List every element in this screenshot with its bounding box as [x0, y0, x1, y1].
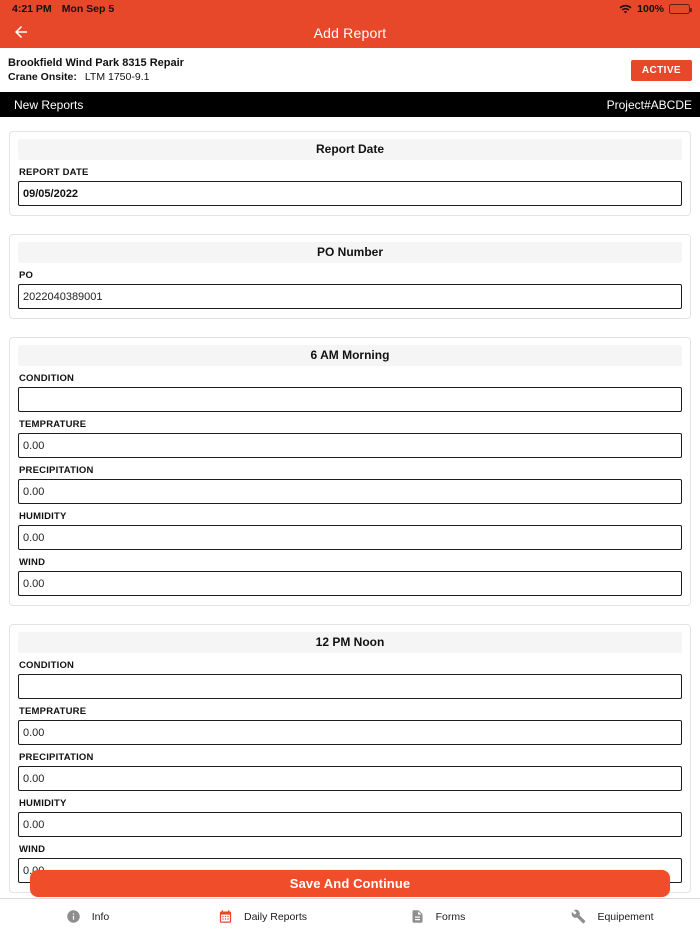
field-input[interactable]: [18, 766, 682, 791]
wifi-icon: [619, 4, 632, 14]
form-field: [18, 752, 682, 791]
battery-percentage: 100%: [637, 3, 664, 15]
field-label: CONDITION: [19, 373, 75, 384]
subnav-left-title: New Reports: [14, 97, 84, 112]
field-label: WIND: [19, 557, 46, 568]
field-input[interactable]: [18, 571, 682, 596]
status-badge[interactable]: ACTIVE: [631, 60, 692, 81]
field-input[interactable]: [18, 479, 682, 504]
field-input[interactable]: [18, 720, 682, 745]
section-title: Report Date: [18, 139, 682, 160]
tab-equipement[interactable]: [525, 899, 700, 934]
form-section-card: [9, 624, 691, 893]
document-icon: [410, 909, 425, 924]
form-field: [18, 511, 682, 550]
nav-header: [0, 18, 700, 48]
form-field: [18, 270, 682, 309]
form-section-card: [9, 234, 691, 319]
field-input[interactable]: [18, 284, 682, 309]
field-input[interactable]: [18, 674, 682, 699]
info-icon: [66, 909, 81, 924]
tab-forms[interactable]: [350, 899, 525, 934]
bottom-tab-bar: [0, 898, 700, 934]
field-label: PRECIPITATION: [19, 752, 94, 763]
sub-nav-bar: [0, 92, 700, 117]
page-title: Add Report: [313, 25, 387, 41]
crane-onsite: [8, 71, 184, 83]
field-label: PRECIPITATION: [19, 465, 94, 476]
calendar-icon: [218, 909, 233, 924]
form-field: [18, 167, 682, 206]
tab-info[interactable]: [0, 899, 175, 934]
back-button[interactable]: [10, 23, 32, 45]
project-name: Brookfield Wind Park 8315 Repair: [8, 57, 184, 69]
field-input[interactable]: [18, 525, 682, 550]
battery-icon: [669, 4, 690, 14]
form-section-card: [9, 131, 691, 216]
form-field: [18, 660, 682, 699]
tab-label: Info: [91, 910, 110, 923]
field-label: REPORT DATE: [19, 167, 89, 178]
tab-label: Forms: [435, 910, 466, 923]
crane-onsite-value: LTM 1750-9.1: [84, 71, 150, 83]
project-info-bar: [0, 48, 700, 92]
save-and-continue-button[interactable]: Save And Continue: [30, 870, 670, 897]
status-date: Mon Sep 5: [61, 3, 115, 15]
form-field: [18, 798, 682, 837]
status-bar: [0, 0, 700, 18]
field-input[interactable]: [18, 387, 682, 412]
section-title: PO Number: [18, 242, 682, 263]
form-section-card: [9, 337, 691, 606]
field-input[interactable]: [18, 181, 682, 206]
form-field: [18, 557, 682, 596]
form-field: [18, 419, 682, 458]
form-field: [18, 465, 682, 504]
form-content: [0, 117, 700, 893]
tab-daily-reports[interactable]: [175, 899, 350, 934]
tab-label: Equipement: [597, 910, 654, 923]
tab-label: Daily Reports: [243, 910, 308, 923]
field-label: TEMPRATURE: [19, 419, 87, 430]
field-label: HUMIDITY: [19, 798, 67, 809]
form-field: [18, 706, 682, 745]
field-label: CONDITION: [19, 660, 75, 671]
field-input[interactable]: [18, 812, 682, 837]
field-label: PO: [19, 270, 34, 281]
field-label: WIND: [19, 844, 46, 855]
wrench-icon: [571, 909, 586, 924]
crane-onsite-label: Crane Onsite:: [8, 71, 77, 83]
subnav-project-id: Project#ABCDE: [606, 97, 692, 112]
field-label: HUMIDITY: [19, 511, 67, 522]
section-title: 6 AM Morning: [18, 345, 682, 366]
field-label: TEMPRATURE: [19, 706, 87, 717]
field-input[interactable]: [18, 433, 682, 458]
section-title: 12 PM Noon: [18, 632, 682, 653]
status-time: 4:21 PM: [12, 3, 52, 15]
arrow-left-icon: [12, 23, 30, 46]
form-field: [18, 373, 682, 412]
